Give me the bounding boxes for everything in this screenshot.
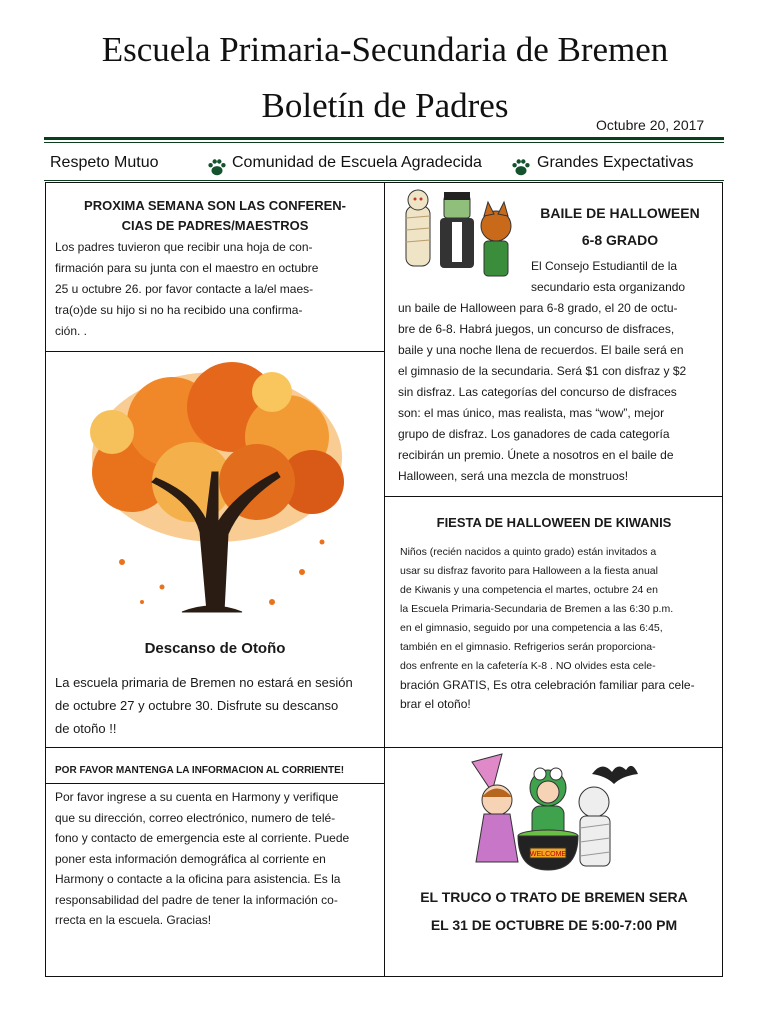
conferences-text: [55, 237, 380, 342]
conferences-line: ción. .: [55, 324, 88, 338]
conferences-line: Los padres tuvieron que recibir una hoja de con-: [55, 240, 313, 254]
motto-divider: [44, 180, 724, 181]
kiwanis-line: usar su disfraz favorito para Halloween a la fiesta anual: [400, 565, 658, 577]
dance-line: sin disfraz. Las categorías del concurso de disfraces: [398, 385, 677, 399]
harmony-line: Por favor ingrese a su cuenta en Harmony y verifique: [55, 790, 339, 804]
harmony-line: responsabilidad del padre de tener la información co-: [55, 892, 338, 907]
kiwanis-line: dos enfrente en la cafetería K-8 . NO olvides esta cele-: [400, 660, 656, 672]
harmony-line: rrecta en la escuela. Gracias!: [55, 913, 212, 927]
autumn-break-heading: Descanso de Otoño: [144, 640, 286, 657]
dance-line: grupo de disfraz. Los ganadores de cada categoría: [398, 427, 670, 441]
harmony-divider: [46, 783, 384, 784]
autumn-tree-image: [72, 362, 362, 632]
kiwanis-line: bración GRATIS, Es otra celebración familiar para cele-: [400, 678, 695, 692]
conferences-line: firmación para su junta con el maestro en octubre: [55, 261, 319, 275]
motto-community: Comunidad de Escuela Agradecida: [232, 154, 482, 171]
header-divider-thin: [44, 142, 724, 143]
newsletter-title: Boletín de Padres: [261, 86, 509, 125]
dance-heading-line: BAILE DE HALLOWEEN: [540, 205, 700, 221]
monsters-clipart: [396, 186, 526, 286]
dance-line: secundario esta organizando: [531, 280, 686, 294]
harmony-line: poner esta información demográfica al corriente en: [55, 851, 326, 866]
dance-line: Halloween, será una mezcla de monstruos!: [398, 469, 629, 483]
autumn-line: de otoño !!: [55, 721, 117, 736]
conferences-heading-line: CIAS DE PADRES/MAESTROS: [121, 218, 309, 233]
kiwanis-line: brar el otoño!: [400, 697, 471, 711]
kiwanis-line: de Kiwanis y una competencia el martes, octubre 24 en: [400, 584, 658, 596]
kiwanis-text: [400, 543, 718, 714]
kiwanis-line: en el gimnasio, seguido por una competencia a las 6:45,: [400, 622, 663, 634]
paw-icon: [206, 156, 228, 178]
newsletter-school-title: Escuela Primaria-Secundaria de Bremen: [101, 30, 669, 69]
harmony-line: Harmony o contacte a la oficina para asistencia. Es la: [55, 872, 341, 886]
motto-expectations: Grandes Expectativas: [537, 154, 694, 171]
dance-heading: [520, 200, 720, 254]
dance-heading-line: 6-8 GRADO: [581, 232, 659, 248]
conferences-line: tra(o)de su hijo si no ha recibido una confirma-: [55, 303, 303, 317]
motto-respect: Respeto Mutuo: [50, 154, 159, 171]
conferences-heading-line: PROXIMA SEMANA SON LAS CONFEREN-: [84, 198, 346, 213]
trick-or-treat-line: EL TRUCO O TRATO DE BREMEN SERA: [420, 889, 688, 905]
paw-icon: [510, 156, 532, 178]
dance-line: un baile de Halloween para 6-8 grado, el 20 de octu-: [398, 301, 678, 315]
dance-line: son: el mas único, mas realista, mas “wow”, mejor: [398, 406, 665, 420]
autumn-line: de octubre 27 y octubre 30. Disfrute su descanso: [55, 698, 339, 713]
dance-line: El Consejo Estudiantil de la: [531, 259, 678, 273]
harmony-heading: POR FAVOR MANTENGA LA INFORMACION AL CORRIENTE!: [55, 765, 345, 776]
trick-or-treat-kids-clipart: [462, 752, 640, 874]
harmony-line: que su dirección, correo electrónico, numero de telé-: [55, 810, 336, 825]
trick-or-treat-heading: [390, 883, 718, 939]
conferences-heading: [50, 196, 380, 236]
kiwanis-line: Niños (recién nacidos a quinto grado) están invitados a: [400, 546, 657, 558]
harmony-line: fono y contacto de emergencia este al corriente. Puede: [55, 831, 350, 845]
dance-text: [398, 298, 720, 487]
dance-line: bre de 6-8. Habrá juegos, un concurso de disfraces,: [398, 322, 675, 336]
kiwanis-heading: FIESTA DE HALLOWEEN DE KIWANIS: [436, 515, 672, 530]
harmony-text: [55, 787, 380, 931]
header-divider: [44, 137, 724, 140]
dance-line: recibirán un premio. Únete a nosotros en el baile de: [398, 448, 674, 462]
autumn-line: La escuela primaria de Bremen no estará en sesión: [55, 675, 353, 690]
dance-line: el gimnasio de la secundaria. Será $1 con disfraz y $2: [398, 364, 687, 378]
autumn-break-text: [55, 671, 380, 740]
trick-or-treat-line: EL 31 DE OCTUBRE DE 5:00-7:00 PM: [430, 917, 678, 933]
dance-line: baile y una noche llena de recuerdos. El baile será en: [398, 343, 684, 357]
conferences-line: 25 u octubre 26. por favor contacte a la/el maes-: [55, 282, 314, 296]
newsletter-date: Octubre 20, 2017: [596, 117, 705, 133]
kiwanis-line: también en el gimnasio. Refrigerios serán proporciona-: [400, 641, 656, 653]
welcome-sign: WELCOME: [529, 851, 567, 858]
dance-text-right: [531, 256, 721, 298]
kiwanis-line: la Escuela Primaria-Secundaria de Bremen a las 6:30 p.m.: [400, 603, 674, 615]
